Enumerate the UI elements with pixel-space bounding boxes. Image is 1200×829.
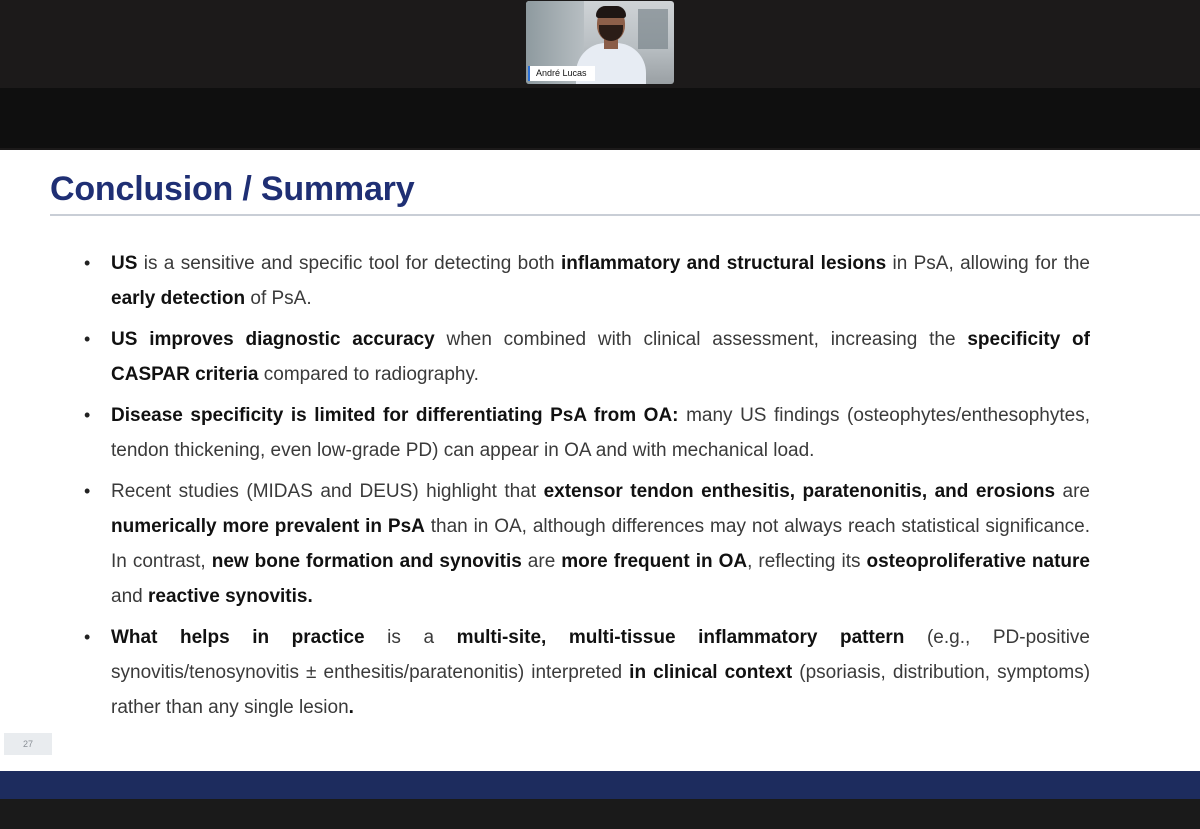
- bullet-bold-text: in clinical context: [629, 662, 793, 683]
- bullet-bold-text: Disease specificity is limited for differentiating PsA from OA:: [111, 405, 679, 426]
- bullet-text: compared to radiography.: [258, 364, 479, 385]
- bullet-marker: •: [84, 481, 91, 501]
- bullet-item: [84, 398, 1090, 468]
- bullet-text: is a sensitive and specific tool for detecting both: [137, 253, 561, 274]
- bullet-text: when combined with clinical assessment, increasing the: [434, 329, 968, 350]
- bullet-marker: •: [84, 329, 91, 349]
- bullet-item: [84, 474, 1090, 614]
- bullet-text: (e.g., PD-positive synovitis/tenosynovitis ± enthesitis/paratenonitis) interpreted: [111, 627, 1090, 683]
- bullet-bold-text: US improves diagnostic accuracy: [111, 329, 435, 350]
- bullet-bold-text: US: [111, 253, 138, 274]
- bullet-text: are: [521, 551, 562, 572]
- bullet-text: and: [111, 586, 148, 607]
- bullet-bold-text: more frequent in OA: [561, 551, 748, 572]
- bullet-list: [84, 246, 1090, 731]
- meeting-bottom-margin: [0, 799, 1200, 829]
- bullet-text: of PsA.: [245, 288, 312, 309]
- bullet-marker: •: [84, 253, 91, 273]
- bullet-marker: •: [84, 405, 91, 425]
- presentation-slide: [0, 150, 1200, 771]
- bullet-text: are: [1055, 481, 1090, 502]
- bullet-bold-text: new bone formation and synovitis: [211, 551, 522, 572]
- bullet-text: in PsA, allowing for the: [886, 253, 1090, 274]
- participant-name-tag: André Lucas: [528, 66, 595, 81]
- bullet-text: Recent studies (MIDAS and DEUS) highlight that: [111, 481, 544, 502]
- bullet-bold-text: inflammatory and structural lesions: [560, 253, 887, 274]
- bullet-text: is a: [364, 627, 457, 648]
- bullet-bold-text: numerically more prevalent in PsA: [111, 516, 425, 537]
- bullet-text: (psoriasis, distribution, symptoms) rather than any single lesion: [111, 662, 1091, 718]
- bullet-item: [84, 620, 1090, 725]
- participant-hair: [596, 6, 626, 18]
- slide-page-number: 27: [4, 733, 52, 755]
- shared-screen-margin: [0, 88, 1200, 148]
- bullet-bold-text: specificity of CASPAR criteria: [111, 329, 1090, 385]
- video-background-window: [638, 9, 668, 49]
- bullet-item: [84, 246, 1090, 316]
- slide-footer-bar: [0, 771, 1200, 799]
- bullet-item: [84, 322, 1090, 392]
- title-divider: [50, 214, 1200, 216]
- bullet-bold-text: reactive synovitis.: [147, 586, 313, 607]
- bullet-text: , reflecting its: [747, 551, 867, 572]
- bullet-bold-text: early detection: [111, 288, 246, 309]
- bullet-bold-text: .: [348, 697, 354, 718]
- bullet-bold-text: multi-site, multi-tissue inflammatory pattern: [456, 627, 905, 648]
- bullet-text: many US findings (osteophytes/enthesophytes, tendon thickening, even low-grade PD) can appear in OA and with mechanical load.: [111, 405, 1090, 461]
- bullet-bold-text: extensor tendon enthesitis, paratenonitis, and erosions: [543, 481, 1056, 502]
- bullet-bold-text: What helps in practice: [111, 627, 365, 648]
- slide-title: Conclusion / Summary: [50, 170, 415, 208]
- bullet-bold-text: osteoproliferative nature: [866, 551, 1090, 572]
- bullet-marker: •: [84, 627, 91, 647]
- bullet-text: than in OA, although differences may not always reach statistical significance. In contrast,: [111, 516, 1090, 572]
